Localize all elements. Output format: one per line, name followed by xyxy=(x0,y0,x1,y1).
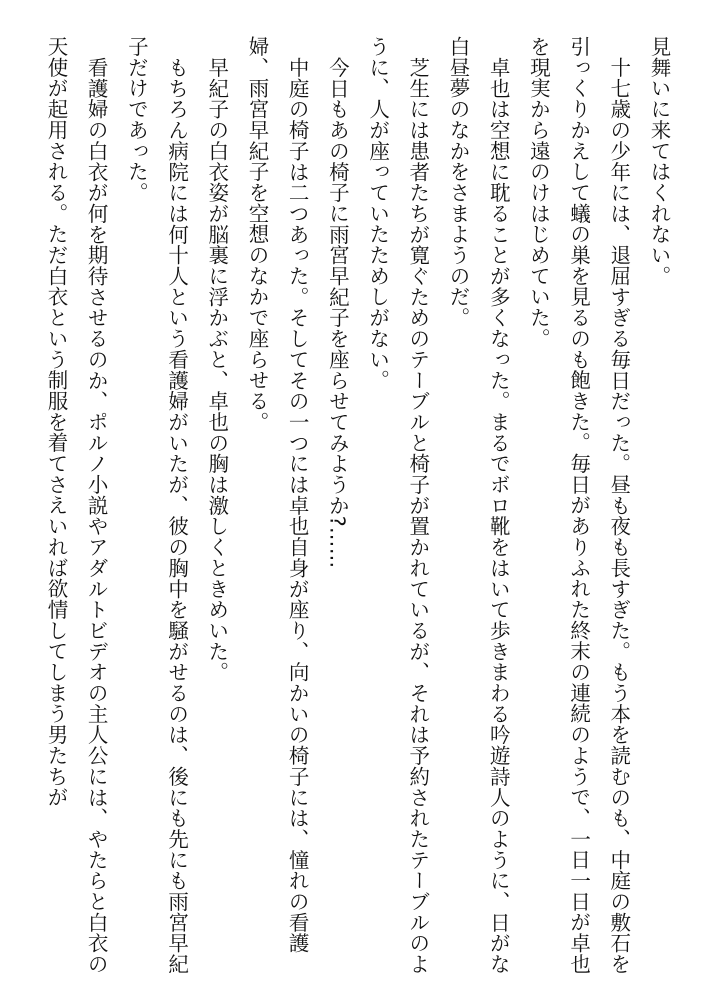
paragraph-2: 十七歳の少年には、退屈すぎる毎日だった。昼も夜も長すぎた。もう本を読むのも、中庭の敷石を引っくりかえして蟻の巣を見るのも飽きた。毎日がありふれた終末の連続のようで、一日一日が卓也を現実から遠のけはじめていた。 xyxy=(526,36,631,975)
paragraph-8: もちろん病院には何十人という看護婦がいたが、彼の胸中を騒がせるのは、後にも先にも雨宮早紀子だけであった。 xyxy=(124,36,189,974)
paragraph-3: 卓也は空想に耽ることが多くなった。まるでボロ靴をはいて歩きまわる吟遊詩人のように、日がな白昼夢のなかをさまようのだ。 xyxy=(445,36,511,974)
paragraph-7: 早紀子の白衣姿が脳裏に浮かぶと、卓也の胸は激しくときめいた。 xyxy=(204,56,229,682)
paragraph-5: 今日もあの椅子に雨宮早紀子を座らせてみようか?…… xyxy=(325,56,350,569)
paragraph-9: 看護婦の白衣が何を期待させるのか、ポルノ小説やアダルトビデオの主人公には、やたらと白衣の天使が起用される。ただ白衣という制服を着てさえいれば欲情してしまう男たちが xyxy=(43,36,109,974)
paragraph-1: 見舞いに来てはくれない。 xyxy=(647,36,671,287)
paragraph-6: 中庭の椅子は二つあった。そしてその一つには卓也自身が座り、向かいの椅子には、憧れの看護婦、雨宮早紀子を空想のなかで座らせる。 xyxy=(244,36,310,954)
paragraph-4: 芝生には患者たちが寛ぐためのテーブルと椅子が置かれているが、それは予約されたテーブルのように、人が座っていたためしがない。 xyxy=(365,36,430,974)
vertical-text-body xyxy=(36,36,679,976)
